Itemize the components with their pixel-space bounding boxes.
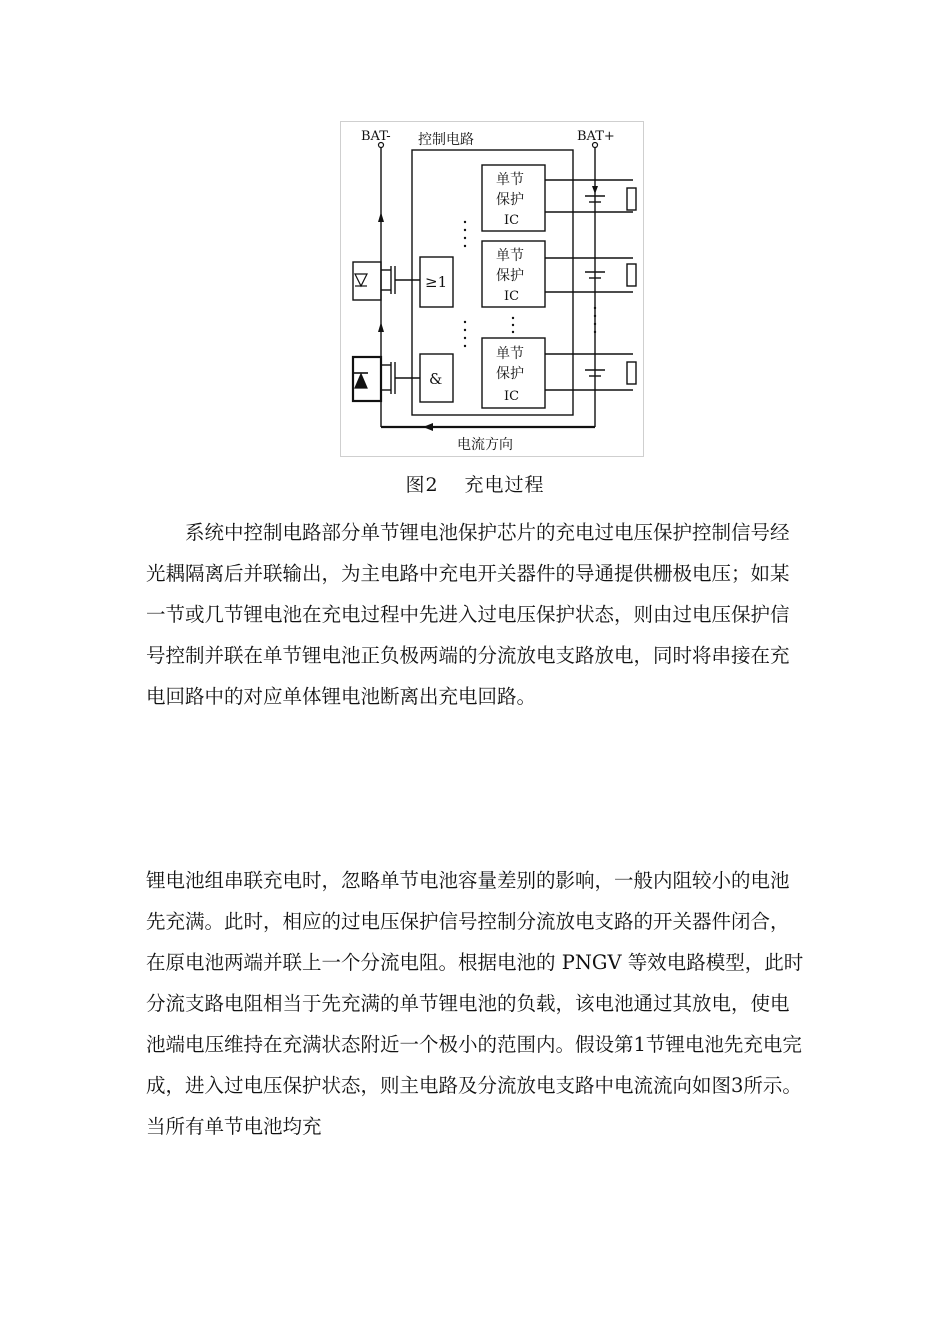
control-circuit-label: 控制电路	[418, 132, 474, 148]
or-gate-label: ≥1	[425, 273, 448, 291]
ic-label-line1: 单节	[496, 248, 524, 264]
bat-minus-label: BAT-	[361, 129, 391, 144]
paragraph: 锂电池组串联充电时，忽略单节电池容量差别的影响，一般内阻较小的电池先充满。此时，相应的过电压保护信号控制分流放电支路的开关器件闭合，在原电池两端并联上一个分流电阻。根据电池的 PNGV 等效电路模型，此时分流支路电阻相当于先充满的单节锂电池的负载，该电池通过其放电，使电池端电压维持在充满状态附近一个极小的范围内。假设第1节锂电池先充电完成，进入过电压保护状态，则主电路及分流放电支路中电流流向如图3所示。当所有单节电池均充	[146, 869, 804, 1138]
figure-caption	[0, 470, 950, 497]
current-direction-label: 电流方向	[457, 437, 513, 453]
ic-label-line2: 保护	[496, 366, 524, 382]
bat-plus-label: BAT+	[577, 129, 615, 144]
ic-label-line1: 单节	[496, 172, 524, 188]
ic-label-line3: IC	[504, 389, 520, 404]
ic-label-line3: IC	[504, 213, 520, 228]
ic-label-line2: 保护	[496, 268, 524, 284]
caption-number: 图2	[405, 474, 439, 496]
circuit-figure	[340, 121, 644, 457]
ic-label-line1: 单节	[496, 346, 524, 362]
ic-label-line2: 保护	[496, 192, 524, 208]
ic-label-line3: IC	[504, 289, 520, 304]
and-gate-label: &	[429, 370, 443, 388]
caption-title: 充电过程	[464, 474, 545, 496]
paragraph: 系统中控制电路部分单节锂电池保护芯片的充电过电压保护控制信号经光耦隔离后并联输出，为主电路中充电开关器件的导通提供栅极电压；如某一节或几节锂电池在充电过程中先进入过电压保护状态，则由过电压保护信号控制并联在单节锂电池正负极两端的分流放电支路放电，同时将串接在充电回路中的对应单体锂电池断离出充电回路。	[146, 521, 790, 708]
charging-circuit-diagram	[341, 122, 643, 456]
